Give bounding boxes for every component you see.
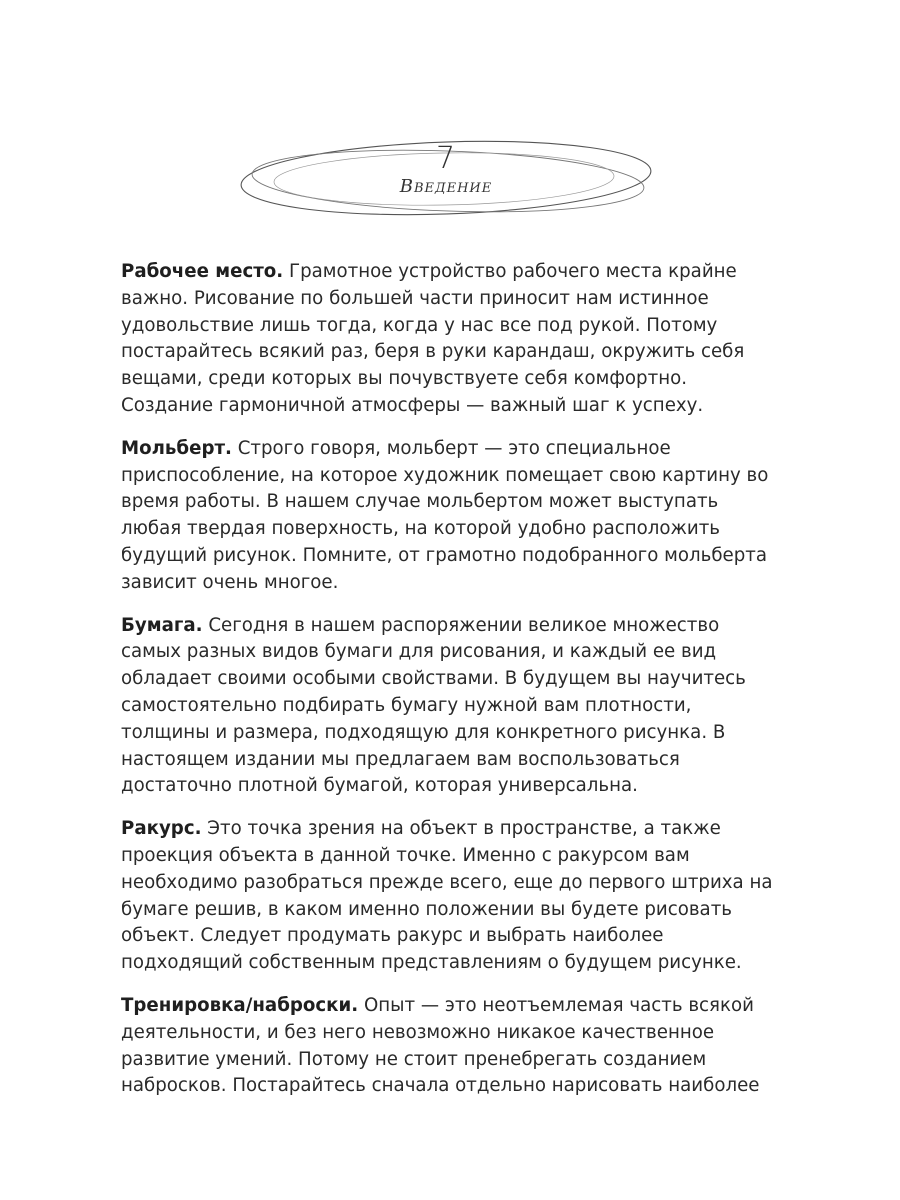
paragraph-term: Мольберт. [121,437,232,459]
main-text [121,259,781,1116]
paragraph-text: Опыт — это неотъемлемая часть всякой деятельности, и без него невозможно никакое качественное развитие умений. Потому не стоит пренебрегать созданием набросков. Постарайтесь сначала отдельно нарисовать наиболее [121,994,760,1097]
paragraph-text: Строго говоря, мольберт — это специальное приспособление, на которое художник помещает свою картину во время работы. В нашем случае мольбертом может выступать любая твердая поверхность, на которой удобно расположить будущий рисунок. Помните, от грамотно подобранного мольберта зависит очень многое. [121,437,769,593]
chapter-title: Введение [399,176,493,197]
paragraph-sketches [121,993,781,1100]
paragraph-term: Бумага. [121,614,203,636]
paragraph-text: Сегодня в нашем распоряжении великое множество самых разных видов бумаги для рисования, и каждый ее вид обладает своими особыми свойствами. В будущем вы научитесь самостоятельно подбирать бумагу нужной вам плотности, толщины и размера, подходящую для конкретного рисунка. В настоящем издании мы предлагаем вам воспользоваться достаточно плотной бумагой, которая универсальна. [121,614,746,797]
page-number: 7 [435,141,457,176]
paragraph-text: Грамотное устройство рабочего места крайне важно. Рисование по большей части приносит нам истинное удовольствие лишь тогда, когда у нас все под рукой. Потому постарайтесь всякий раз, беря в руки карандаш, окружить себя вещами, среди которых вы почувствуете себя комфортно. Создание гармоничной атмосферы — важный шаг к успеху. [121,261,745,416]
paragraph-term: Тренировка/наброски. [121,994,359,1016]
paragraph-perspective [121,816,781,977]
paragraph-text: Это точка зрения на объект в пространстве, а также проекция объекта в данной точке. Именно с ракурсом вам необходимо разобраться прежде всего, еще до первого штриха на бумаге решив, в каком именно положении вы будете рисовать объект. Следует продумать ракурс и выбрать наиболее подходящий собственным представлениям о будущем рисунке. [121,818,773,974]
paragraph-paper [121,613,781,801]
paragraph-term: Ракурс. [121,818,202,840]
chapter-header [236,134,656,224]
paragraph-easel [121,436,781,597]
paragraph-term: Рабочее место. [121,261,284,282]
paragraph-workplace [121,259,781,420]
